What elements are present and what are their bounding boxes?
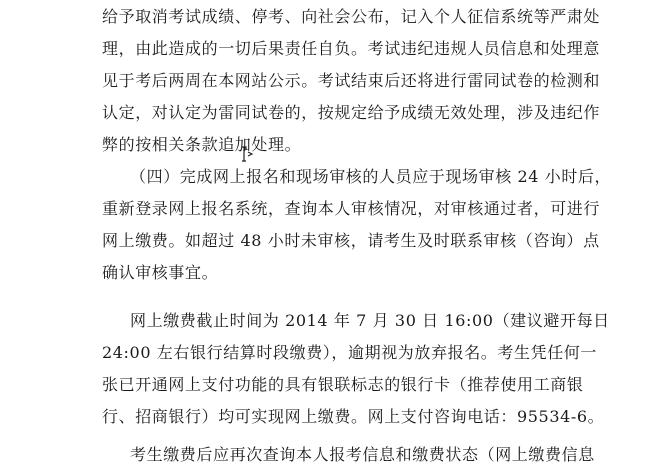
- mouse-cursor-icon: [240, 144, 254, 164]
- text-line: 认定，对认定为雷同试卷的，按规定给予成绩无效处理，涉及违纪作: [102, 103, 601, 122]
- text-line: 给予取消考试成绩、停考、向社会公布，记入个人征信系统等严肃处: [102, 7, 601, 26]
- text-line: 网上缴费。如超过 48 小时未审核，请考生及时联系审核（咨询）点: [102, 231, 600, 250]
- text-line: 网上缴费截止时间为 2014 年 7 月 30 日 16:00（建议避开每日: [130, 311, 610, 330]
- text-line: 确认审核事宜。: [102, 263, 219, 282]
- text-line: 弊的按相关条款追加处理。: [102, 135, 302, 154]
- text-line: 行、招商银行）均可实现网上缴费。网上支付咨询电话：95534-6。: [102, 407, 605, 426]
- text-line: 理，由此造成的一切后果责任自负。考试违纪违规人员信息和处理意: [102, 39, 601, 58]
- text-line: 见于考后两周在本网站公示。考试结束后还将进行雷同试卷的检测和: [102, 71, 601, 90]
- text-line: （四）完成网上报名和现场审核的人员应于现场审核 24 小时后，: [130, 167, 612, 186]
- text-line: 考生缴费后应再次查询本人报考信息和缴费状态（网上缴费信息: [130, 445, 595, 464]
- text-line: 张已开通网上支付功能的具有银联标志的银行卡（推荐使用工商银: [102, 375, 584, 394]
- text-line: 24:00 左右银行结算时段缴费），逾期视为放弃报名。考生凭任何一: [102, 343, 597, 362]
- text-line: 重新登录网上报名系统，查询本人审核情况，对审核通过者，可进行: [102, 199, 601, 218]
